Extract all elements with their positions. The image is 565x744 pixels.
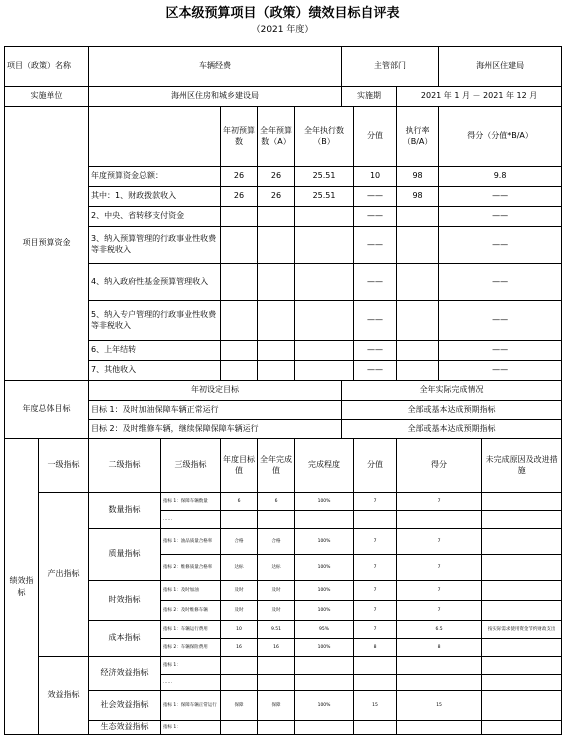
budget-row-full-year: [258, 341, 295, 361]
benefit-indicators-label: 效益指标: [39, 657, 89, 735]
indicator-target: [221, 657, 258, 675]
col-score-weight: 分值: [354, 107, 397, 167]
indicator-name: 指标 1：保障车辆正常运行: [161, 691, 221, 721]
indicator-row: [5, 691, 562, 721]
indicator-target: [221, 511, 258, 529]
project-name-label: 项目（政策）名称: [5, 47, 89, 87]
indicator-degree: 100%: [295, 529, 354, 555]
indicator-reason: [482, 691, 562, 721]
indicator-degree: 100%: [295, 555, 354, 581]
budget-row-score: ——: [439, 361, 562, 381]
col-target: 年度目标值: [221, 439, 258, 493]
indicator-weight: 7: [354, 621, 397, 639]
col-planned-goal: 年初设定目标: [89, 381, 342, 401]
indicator-weight: 7: [354, 529, 397, 555]
dept-value: 海州区住建局: [439, 47, 562, 87]
budget-row-score: ——: [439, 207, 562, 227]
indicator-weight: [354, 675, 397, 691]
indicator-name: ……: [161, 675, 221, 691]
indicator-name: 指标 1：保障车辆数量: [161, 493, 221, 511]
goal-actual: 全部或基本达成预期指标: [342, 401, 562, 420]
row-goal-header: [5, 381, 562, 401]
col-degree: 完成程度: [295, 439, 354, 493]
indicator-name: 指标 2：车辆保险费用: [161, 639, 221, 657]
indicator-row: [5, 721, 562, 735]
indicator-target: 达标: [221, 555, 258, 581]
indicator-degree: [295, 721, 354, 735]
form-subtitle: （2021 年度）: [251, 25, 314, 35]
indicator-name: ……: [161, 511, 221, 529]
col-executed: 全年执行数（B）: [295, 107, 354, 167]
quality-indicator-label: 质量指标: [89, 529, 161, 581]
indicator-name: 指标 1：车辆运行费用: [161, 621, 221, 639]
impl-unit-label: 实施单位: [5, 87, 89, 107]
cost-indicator-label: 成本指标: [89, 621, 161, 657]
col-actual-completion: 全年实际完成情况: [342, 381, 562, 401]
eco-benefit-label: 生态效益指标: [89, 721, 161, 735]
budget-row-rate: [397, 361, 439, 381]
budget-row-initial: [221, 301, 258, 341]
social-benefit-label: 社会效益指标: [89, 691, 161, 721]
budget-row-executed: [295, 227, 354, 264]
row-indicator-header: [5, 439, 562, 493]
budget-row-executed: [295, 264, 354, 301]
budget-row: [5, 187, 562, 207]
indicator-target: [221, 675, 258, 691]
budget-row: [5, 361, 562, 381]
indicator-target: 保障: [221, 691, 258, 721]
budget-row-label: 其中：1、财政拨款收入: [89, 187, 221, 207]
indicator-score: 7: [397, 555, 482, 581]
indicator-score: [397, 511, 482, 529]
budget-row-full-year: [258, 207, 295, 227]
indicator-degree: [295, 657, 354, 675]
budget-row-weight: ——: [354, 341, 397, 361]
indicator-row: [5, 581, 562, 601]
indicator-reason: [482, 581, 562, 601]
indicator-weight: [354, 721, 397, 735]
indicator-actual: 6: [258, 493, 295, 511]
indicator-score: 8: [397, 639, 482, 657]
indicator-reason: [482, 493, 562, 511]
goal-row: [5, 401, 562, 420]
budget-row-executed: 25.51: [295, 187, 354, 207]
goal-row: [5, 420, 562, 439]
goal-actual: 全部或基本达成预期指标: [342, 420, 562, 439]
budget-row-label: 6、上年结转: [89, 341, 221, 361]
evaluation-table: [4, 46, 562, 735]
period-label: 实施期: [342, 87, 397, 107]
indicator-degree: 95%: [295, 621, 354, 639]
budget-row-rate: [397, 207, 439, 227]
col-level2: 二级指标: [89, 439, 161, 493]
indicator-actual: [258, 657, 295, 675]
indicator-target: 6: [221, 493, 258, 511]
indicator-name: 指标 2：及时维修车辆: [161, 601, 221, 621]
indicator-actual: 达标: [258, 555, 295, 581]
budget-row-score: ——: [439, 341, 562, 361]
budget-row-rate: [397, 227, 439, 264]
budget-header-blank: [89, 107, 221, 167]
budget-row: [5, 167, 562, 187]
budget-row-initial: 26: [221, 187, 258, 207]
budget-row-rate: [397, 301, 439, 341]
col-exec-rate: 执行率（B/A）: [397, 107, 439, 167]
indicator-reason: [482, 511, 562, 529]
indicator-score: [397, 721, 482, 735]
indicator-weight: [354, 511, 397, 529]
budget-row-full-year: [258, 301, 295, 341]
indicator-row: [5, 529, 562, 555]
indicator-target: 及时: [221, 581, 258, 601]
indicator-name: 指标 2：维修质量合格率: [161, 555, 221, 581]
budget-row-weight: ——: [354, 207, 397, 227]
budget-row-full-year: 26: [258, 167, 295, 187]
col-budget-score: 得分（分值*B/A）: [439, 107, 562, 167]
indicator-score: [397, 657, 482, 675]
indicator-actual: [258, 511, 295, 529]
indicator-target: 10: [221, 621, 258, 639]
indicator-reason: [482, 657, 562, 675]
indicator-degree: 100%: [295, 601, 354, 621]
budget-row-rate: [397, 341, 439, 361]
row-budget-header: [5, 107, 562, 167]
indicator-score: 7: [397, 493, 482, 511]
indicator-weight: [354, 657, 397, 675]
budget-row-full-year: [258, 227, 295, 264]
budget-row-label: 4、纳入政府性基金预算管理收入: [89, 264, 221, 301]
budget-row: [5, 207, 562, 227]
budget-row-initial: [221, 227, 258, 264]
indicator-score: 7: [397, 529, 482, 555]
budget-row-executed: [295, 207, 354, 227]
indicator-reason: [482, 529, 562, 555]
indicator-actual: 9.51: [258, 621, 295, 639]
budget-row-weight: ——: [354, 187, 397, 207]
budget-row-initial: 26: [221, 167, 258, 187]
quantity-indicator-label: 数量指标: [89, 493, 161, 529]
indicator-degree: 100%: [295, 493, 354, 511]
col-level3: 三级指标: [161, 439, 221, 493]
project-name-value: 车辆经费: [89, 47, 342, 87]
budget-row: [5, 301, 562, 341]
impl-unit-value: 海州区住房和城乡建设局: [89, 87, 342, 107]
budget-row-label: 7、其他收入: [89, 361, 221, 381]
form-title: 区本级预算项目（政策）绩效目标自评表: [165, 6, 400, 21]
indicator-score: 7: [397, 601, 482, 621]
budget-row: [5, 264, 562, 301]
economic-benefit-label: 经济效益指标: [89, 657, 161, 691]
indicator-score: 6.5: [397, 621, 482, 639]
budget-row-label: 3、纳入预算管理的行政事业性收费等非税收入: [89, 227, 221, 264]
budget-row-score: ——: [439, 187, 562, 207]
budget-row-executed: [295, 341, 354, 361]
indicator-actual: 合格: [258, 529, 295, 555]
indicator-target: 16: [221, 639, 258, 657]
row-project-name: [5, 47, 562, 87]
col-full-year-budget: 全年预算数（A）: [258, 107, 295, 167]
indicator-degree: 100%: [295, 581, 354, 601]
col-ind-score: 得分: [397, 439, 482, 493]
budget-row-label: 2、中央、省转移支付资金: [89, 207, 221, 227]
indicator-reason: [482, 721, 562, 735]
indicator-target: 合格: [221, 529, 258, 555]
goal-planned: 目标 1：及时加油保障车辆正常运行: [89, 401, 342, 420]
indicator-name: 指标 1：及时加油: [161, 581, 221, 601]
budget-row-full-year: [258, 264, 295, 301]
budget-row: [5, 341, 562, 361]
indicator-reason: [482, 601, 562, 621]
indicator-target: 及时: [221, 601, 258, 621]
dept-label: 主管部门: [342, 47, 439, 87]
budget-row-score: ——: [439, 227, 562, 264]
indicator-reason: [482, 555, 562, 581]
indicator-row: [5, 621, 562, 639]
indicator-score: 7: [397, 581, 482, 601]
indicator-actual: [258, 675, 295, 691]
indicator-score: [397, 675, 482, 691]
budget-row-executed: [295, 301, 354, 341]
indicator-row: [5, 493, 562, 511]
budget-row-rate: [397, 264, 439, 301]
output-indicators-label: 产出指标: [39, 493, 89, 657]
indicator-weight: 8: [354, 639, 397, 657]
indicator-degree: 100%: [295, 639, 354, 657]
indicator-weight: 15: [354, 691, 397, 721]
indicator-actual: 保障: [258, 691, 295, 721]
budget-row-executed: 25.51: [295, 167, 354, 187]
budget-row-label: 年度预算资金总额：: [89, 167, 221, 187]
indicator-weight: 7: [354, 581, 397, 601]
col-level1: 一级指标: [39, 439, 89, 493]
budget-row-full-year: [258, 361, 295, 381]
indicator-actual: 及时: [258, 601, 295, 621]
budget-row-weight: ——: [354, 301, 397, 341]
indicator-reason: [482, 675, 562, 691]
budget-group-label: 项目预算资金: [5, 107, 89, 381]
budget-row-score: ——: [439, 301, 562, 341]
indicator-actual: 及时: [258, 581, 295, 601]
indicator-degree: [295, 511, 354, 529]
indicator-weight: 7: [354, 601, 397, 621]
budget-row-rate: 98: [397, 187, 439, 207]
indicator-reason: 按实际需求使用资金节约财政支出: [482, 621, 562, 639]
budget-row: [5, 227, 562, 264]
col-reason: 未完成原因及改进措施: [482, 439, 562, 493]
budget-row-weight: 10: [354, 167, 397, 187]
budget-row-score: 9.8: [439, 167, 562, 187]
col-initial-budget: 年初预算数: [221, 107, 258, 167]
row-impl-unit: [5, 87, 562, 107]
indicator-degree: 100%: [295, 691, 354, 721]
indicator-degree: [295, 675, 354, 691]
indicator-name: 指标 1：油品质量合格率: [161, 529, 221, 555]
budget-row-initial: [221, 361, 258, 381]
budget-row-initial: [221, 264, 258, 301]
indicator-actual: 16: [258, 639, 295, 657]
indicator-name: 指标 1：: [161, 657, 221, 675]
indicator-weight: 7: [354, 493, 397, 511]
budget-row-rate: 98: [397, 167, 439, 187]
annual-goal-label: 年度总体目标: [5, 381, 89, 439]
goal-planned: 目标 2：及时维修车辆，继续保障保障车辆运行: [89, 420, 342, 439]
indicator-target: [221, 721, 258, 735]
indicator-score: 15: [397, 691, 482, 721]
period-value: 2021 年 1 月 － 2021 年 12 月: [397, 87, 562, 107]
budget-row-executed: [295, 361, 354, 381]
budget-row-weight: ——: [354, 227, 397, 264]
col-actual-value: 全年完成值: [258, 439, 295, 493]
performance-indicators-label: 绩效指标: [5, 439, 39, 735]
budget-row-full-year: 26: [258, 187, 295, 207]
budget-row-weight: ——: [354, 264, 397, 301]
budget-row-initial: [221, 207, 258, 227]
budget-row-label: 5、纳入专户管理的行政事业性收费等非税收入: [89, 301, 221, 341]
col-ind-weight: 分值: [354, 439, 397, 493]
indicator-name: 指标 1：: [161, 721, 221, 735]
budget-row-score: ——: [439, 264, 562, 301]
budget-row-weight: ——: [354, 361, 397, 381]
indicator-row: [5, 657, 562, 675]
indicator-weight: 7: [354, 555, 397, 581]
budget-row-initial: [221, 341, 258, 361]
time-indicator-label: 时效指标: [89, 581, 161, 621]
indicator-actual: [258, 721, 295, 735]
indicator-reason: [482, 639, 562, 657]
